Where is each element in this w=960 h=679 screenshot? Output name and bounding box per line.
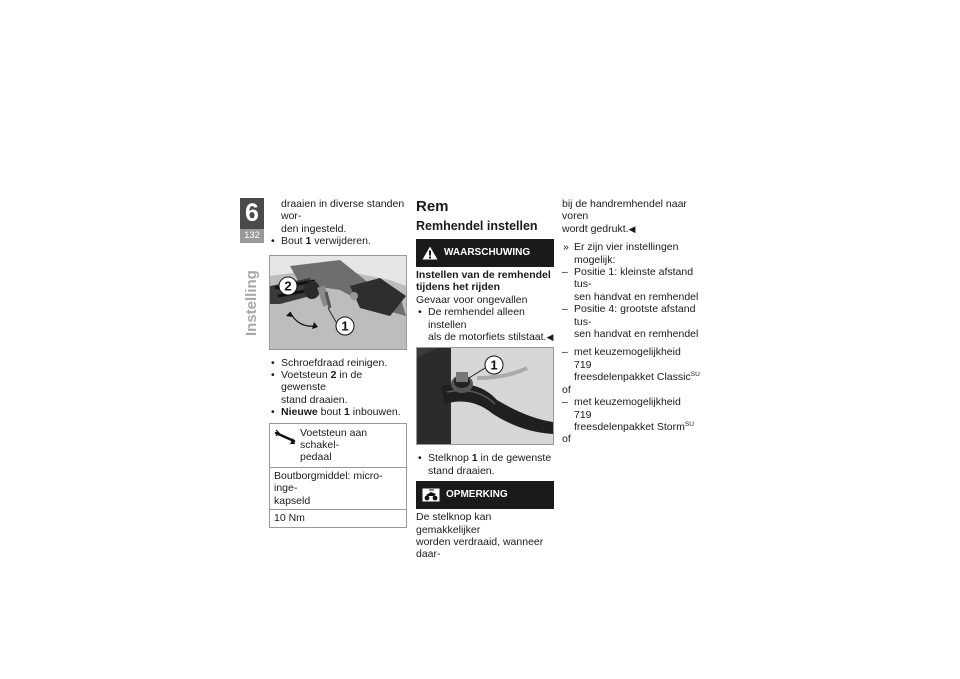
or-text-1: of <box>562 383 571 396</box>
variant-storm: – met keuzemogelijkheid 719 <box>562 396 700 421</box>
chapter-title: Instelling <box>243 270 260 336</box>
column-right <box>562 198 700 446</box>
torque-spec-box <box>269 423 407 528</box>
sa-mark: SU <box>690 371 700 379</box>
option-position-4: – Positie 4: grootste afstand tus- <box>562 303 700 328</box>
variant-classic-line2: freesdelenpakket Classic$^{SU}$ <box>574 371 700 384</box>
sa-mark: SU <box>684 420 694 428</box>
warning-bullet-line2: als de motorfiets stilstaat.◀ <box>428 331 554 344</box>
column-left <box>269 198 407 528</box>
or-text-2: of <box>562 433 571 446</box>
step-rotate-footrest: • Voetsteun 2 in de gewenste <box>269 369 407 394</box>
intro-text-line2: den ingesteld. <box>281 222 347 235</box>
warning-triangle-icon <box>422 246 438 260</box>
note-continued-line2: wordt gedrukt.◀ <box>562 222 636 235</box>
callout-1: 1 <box>341 318 349 334</box>
callout-2: 2 <box>284 278 292 294</box>
warning-label: WAARSCHUWING <box>444 246 531 258</box>
warning-heading-line2: tijdens het rijden <box>416 281 501 294</box>
spec-locker: Boutborgmiddel: micro-inge- kapseld <box>270 467 406 509</box>
note-label: OPMERKING <box>446 489 508 501</box>
section-title: Rem <box>416 198 449 215</box>
page-number: 132 <box>240 229 264 243</box>
end-mark-icon: ◀ <box>546 332 554 343</box>
spec-torque: 10 Nm <box>270 509 406 526</box>
spec-title-line1: Voetsteun aan schakel- <box>300 426 368 452</box>
column-middle <box>416 198 554 561</box>
note-line2: worden verdraaid, wanneer daar- <box>416 536 544 561</box>
motorcycle-note-icon <box>422 488 440 502</box>
callout-1-knob: 1 <box>490 357 498 373</box>
step-rotate-knob-line2: stand draaien. <box>428 464 495 477</box>
chapter-tab <box>240 198 264 268</box>
end-mark-icon: ◀ <box>628 223 636 234</box>
step-rotate-knob: • Stelknop 1 in de gewenste <box>416 452 554 464</box>
spec-title-line2: pedaal <box>300 451 332 464</box>
brake-lever-illustration <box>417 348 553 444</box>
warning-bullet-line1: • De remhendel alleen instellen <box>416 306 554 331</box>
variant-storm-line2: freesdelenpakket Storm$^{SU}$ <box>574 420 694 433</box>
spec-header <box>270 424 406 467</box>
footrest-illustration <box>270 256 406 349</box>
chapter-number: 6 <box>240 198 264 229</box>
variant-classic: – met keuzemogelijkheid 719 <box>562 346 700 371</box>
step-install-bolt: • Nieuwe bout 1 inbouwen. <box>269 406 407 418</box>
torque-wrench-icon <box>274 427 296 447</box>
step-rotate-footrest-line2: stand draaien. <box>281 393 348 406</box>
option-position-1: – Positie 1: kleinste afstand tus- <box>562 266 700 291</box>
warning-heading-line1: Instellen van de remhendel <box>416 269 551 281</box>
note-bar <box>416 481 554 509</box>
option-position-4-line2: sen handvat en remhendel <box>574 328 699 341</box>
option-position-1-line2: sen handvat en remhendel <box>574 290 699 303</box>
step-remove-bolt: • Bout 1 verwijderen. <box>269 235 407 247</box>
warning-text: Gevaar voor ongevallen <box>416 293 528 306</box>
warning-bar <box>416 239 554 267</box>
options-intro: » Er zijn vier instellingen mogelijk: <box>562 241 700 266</box>
step-clean-thread: • Schroefdraad reinigen. <box>269 357 407 369</box>
subsection-title: Remhendel instellen <box>416 219 538 233</box>
intro-text-line1: draaien in diverse standen wor- <box>281 198 405 223</box>
note-continued-line1: bij de handremhendel naar voren <box>562 198 687 223</box>
note-line1: De stelknop kan gemakkelijker <box>416 511 492 536</box>
brake-lever-figure <box>416 347 554 445</box>
footrest-figure <box>269 255 407 350</box>
